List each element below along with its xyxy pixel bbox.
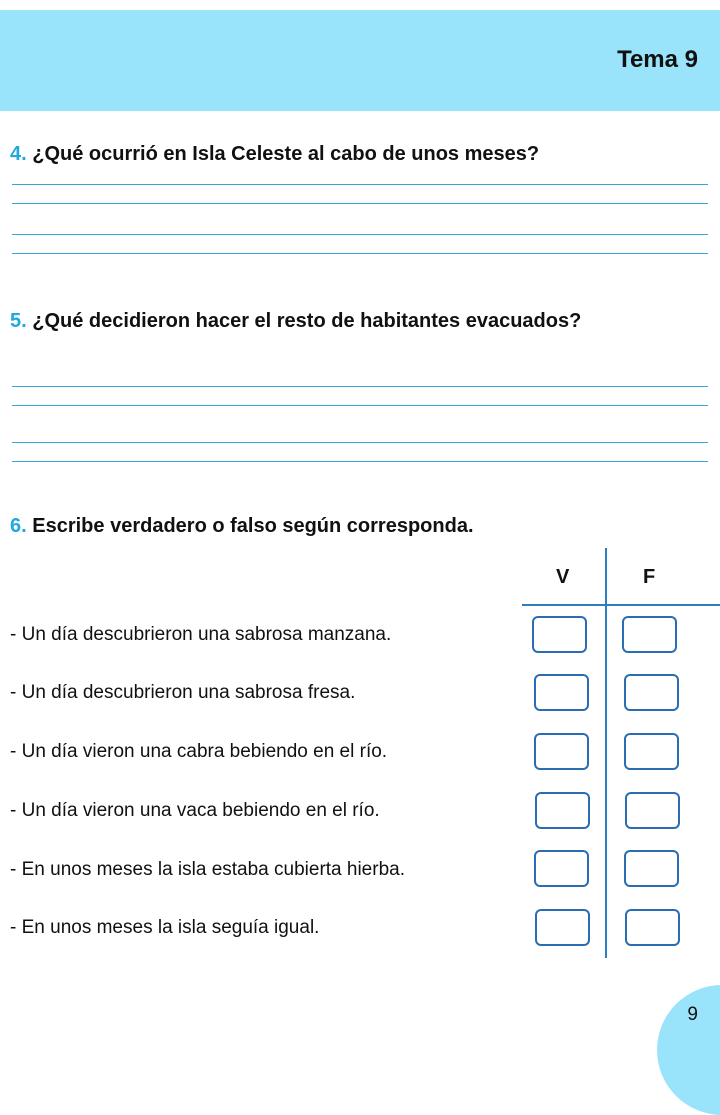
true-checkbox[interactable] (534, 850, 589, 887)
true-checkbox[interactable] (535, 909, 590, 946)
answer-line[interactable] (12, 461, 708, 462)
question-number: 5. (10, 310, 27, 332)
answer-line[interactable] (12, 405, 708, 406)
answer-line[interactable] (12, 234, 708, 235)
page-title: Tema 9 (617, 46, 698, 73)
answer-line[interactable] (12, 184, 708, 185)
statement-1: - Un día descubrieron una sabrosa manzana. (10, 624, 392, 645)
false-checkbox[interactable] (624, 674, 679, 711)
question-6 (10, 515, 474, 538)
header-band (0, 10, 720, 111)
true-column-header: V (556, 566, 570, 588)
statement-2: - Un día descubrieron una sabrosa fresa. (10, 682, 356, 703)
false-checkbox[interactable] (622, 616, 677, 653)
false-checkbox[interactable] (625, 792, 680, 829)
question-number: 4. (10, 143, 27, 165)
answer-line[interactable] (12, 253, 708, 254)
false-checkbox[interactable] (624, 733, 679, 770)
false-checkbox[interactable] (624, 850, 679, 887)
answer-line[interactable] (12, 203, 708, 204)
question-5 (10, 310, 581, 333)
false-checkbox[interactable] (625, 909, 680, 946)
question-text: Escribe verdadero o falso según corresponda. (32, 515, 474, 537)
false-column-header: F (643, 566, 656, 588)
answer-line[interactable] (12, 442, 708, 443)
question-text: ¿Qué decidieron hacer el resto de habitantes evacuados? (32, 310, 582, 332)
statement-4: - Un día vieron una vaca bebiendo en el río. (10, 800, 380, 821)
true-checkbox[interactable] (535, 792, 590, 829)
true-checkbox[interactable] (534, 674, 589, 711)
answer-line[interactable] (12, 386, 708, 387)
page-number: 9 (687, 1004, 698, 1025)
question-number: 6. (10, 515, 27, 537)
table-vertical-divider (605, 548, 607, 958)
true-checkbox[interactable] (532, 616, 587, 653)
question-text: ¿Qué ocurrió en Isla Celeste al cabo de unos meses? (32, 143, 540, 165)
statement-3: - Un día vieron una cabra bebiendo en el río. (10, 741, 388, 762)
true-checkbox[interactable] (534, 733, 589, 770)
question-4 (10, 143, 539, 166)
statement-6: - En unos meses la isla seguía igual. (10, 917, 320, 938)
table-horizontal-divider (522, 604, 720, 606)
statement-5: - En unos meses la isla estaba cubierta hierba. (10, 859, 405, 880)
